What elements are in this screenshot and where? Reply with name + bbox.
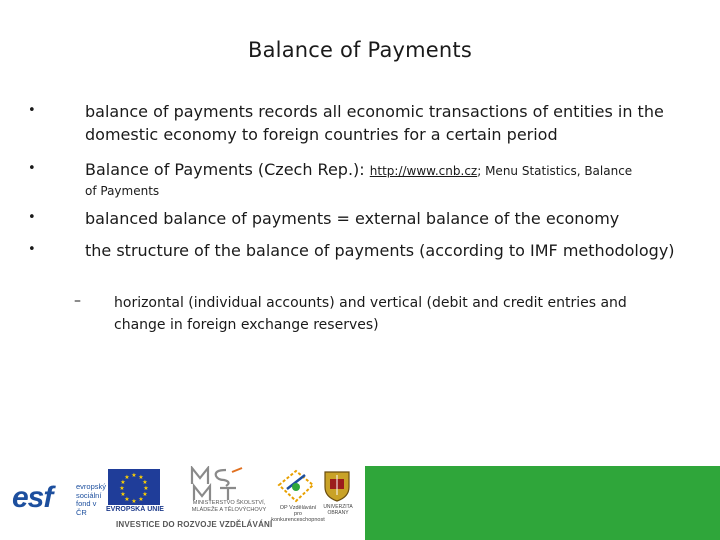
svg-text:★: ★ [131, 498, 137, 505]
bullet-dot: • [28, 161, 36, 176]
esf-sub-line: evropský [76, 482, 107, 491]
crest-shield-icon [322, 469, 352, 503]
op-label-line: OP Vzdělávání [279, 505, 317, 511]
slide-title: Balance of Payments [247, 38, 473, 62]
sub-bullet-text: horizontal (individual accounts) and vertical (debit and credit entries and change in foreign exchange reserves) [114, 295, 627, 333]
esf-logo-subtitle [76, 483, 106, 517]
bullet-text-after: ; Menu Statistics, Balance [477, 164, 633, 178]
green-accent-block [365, 466, 720, 540]
crest-label [318, 505, 358, 516]
svg-text:★: ★ [119, 485, 125, 492]
msmt-label-line: MINISTERSTVO ŠKOLSTVÍ, [192, 500, 266, 506]
svg-text:★: ★ [143, 485, 149, 492]
svg-text:★: ★ [138, 496, 144, 503]
cnb-link[interactable]: http://www.cnb.cz [369, 164, 478, 178]
university-crest-icon [322, 469, 352, 503]
crest-label-line: UNIVERZITA [323, 504, 353, 510]
svg-text:★: ★ [124, 496, 130, 503]
esf-sub-line: sociální [76, 490, 102, 500]
bullet-dot: • [28, 242, 36, 257]
msmt-mark-icon [186, 466, 256, 502]
bullet-text: balanced balance of payments = external balance of the economy [85, 209, 620, 228]
esf-logo [12, 479, 107, 517]
eu-stars-icon [108, 469, 160, 505]
op-label-line: pro konkurenceschopnost [271, 511, 325, 523]
esf-sub-line: fond v ČR [76, 499, 97, 517]
op-logo-icon [275, 467, 317, 505]
svg-text:★: ★ [120, 479, 126, 486]
bullet-text-continued: of Payments [85, 184, 160, 198]
eu-flag-icon [108, 469, 160, 505]
bullet-text-main: Balance of Payments (Czech Rep.): [85, 160, 370, 179]
crest-label-line: OBRANY [327, 509, 349, 516]
msmt-label [184, 500, 274, 513]
sub-bullet-dash: – [74, 293, 81, 309]
svg-text:★: ★ [142, 491, 148, 498]
bullet-text: the structure of the balance of payments (according to IMF methodology) [85, 241, 675, 260]
bullet-text: balance of payments records all economic transactions of entities in the domestic economy to foreign countries for a certain period [85, 102, 664, 144]
svg-text:★: ★ [142, 479, 148, 486]
investment-slogan: INVESTICE DO ROZVOJE VZDĚLÁVÁNÍ [116, 520, 273, 529]
svg-text:★: ★ [131, 472, 137, 479]
bullet-dot: • [28, 210, 36, 225]
svg-text:★: ★ [120, 491, 126, 498]
eu-label: EVROPSKÁ UNIE [106, 506, 164, 513]
svg-text:★: ★ [138, 474, 144, 481]
op-mark-icon [275, 467, 317, 505]
bullet-dot: • [28, 103, 36, 118]
msmt-label-line: MLÁDEŽE A TĚLOVÝCHOVY [191, 506, 267, 513]
esf-logo-letters: esf [12, 481, 53, 514]
svg-text:★: ★ [124, 474, 130, 481]
